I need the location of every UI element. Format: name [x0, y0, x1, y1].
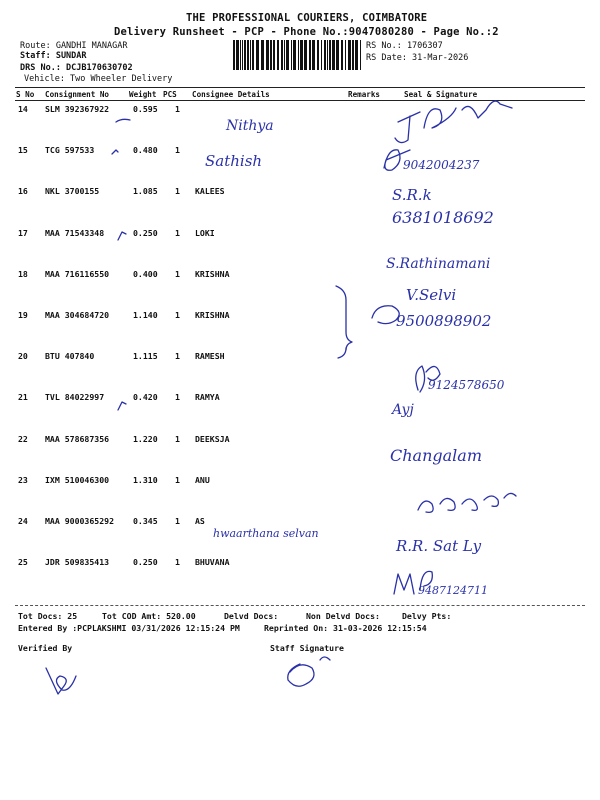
col-remarks: Remarks	[348, 90, 381, 99]
cell-pcs: 1	[175, 228, 180, 238]
cell-sno: 23	[18, 475, 28, 485]
cell-consignee: BHUVANA	[195, 557, 230, 567]
col-consignment: Consignment No	[45, 90, 110, 99]
total-cod-amount: Tot COD Amt: 520.00	[102, 611, 196, 621]
cell-consignment: MAA 578687356	[45, 434, 110, 444]
cell-consignment: BTU 407840	[45, 351, 95, 361]
cell-consignment: NKL 3700155	[45, 186, 100, 196]
cell-sno: 22	[18, 434, 28, 444]
cell-sno: 16	[18, 186, 28, 196]
handwriting-signature-19: V.Selvi	[406, 286, 457, 304]
route-label: Route: GANDHI MANAGAR	[20, 41, 128, 51]
col-consignee: Consignee Details	[192, 90, 270, 99]
cell-weight: 1.115	[133, 351, 158, 361]
handwriting-phone-20: 9124578650	[428, 378, 505, 392]
cell-weight: 0.250	[133, 228, 158, 238]
cell-consignment: IXM 510046300	[45, 475, 110, 485]
verified-by-label: Verified By	[18, 643, 73, 653]
handwriting-signature-18: S.Rathinamani	[386, 256, 491, 272]
handwriting-consignee-14: Nithya	[226, 118, 274, 134]
rs-number: RS No.: 1706307	[366, 41, 443, 51]
handwriting-phone-16: 6381018692	[392, 208, 494, 227]
cell-sno: 15	[18, 145, 28, 155]
col-sno: S No	[16, 90, 35, 99]
cell-sno: 14	[18, 104, 28, 114]
cell-consignment: MAA 9000365292	[45, 516, 115, 526]
cell-weight: 0.250	[133, 557, 158, 567]
vehicle-label: Vehicle: Two Wheeler Delivery	[24, 74, 173, 84]
cell-sno: 20	[18, 351, 28, 361]
cell-consignment: MAA 304684720	[45, 310, 110, 320]
cell-pcs: 1	[175, 269, 180, 279]
rs-date: RS Date: 31-Mar-2026	[366, 53, 469, 63]
runsheet-subtitle: Delivery Runsheet - PCP - Phone No.:9047080280 - Page No.:2	[114, 26, 499, 38]
cell-pcs: 1	[175, 516, 180, 526]
cell-consignee: AS	[195, 516, 205, 526]
delivery-points: Delvy Pts:	[402, 611, 452, 621]
cell-consignee: RAMYA	[195, 392, 220, 402]
col-pcs: PCS	[163, 90, 177, 99]
col-weight: Weight	[129, 90, 157, 99]
handwriting-consignee-24: hwaarthana selvan	[213, 527, 319, 540]
col-seal: Seal & Signature	[404, 90, 478, 99]
cell-pcs: 1	[175, 392, 180, 402]
company-title: THE PROFESSIONAL COURIERS, COIMBATORE	[186, 12, 428, 24]
cell-pcs: 1	[175, 104, 180, 114]
cell-consignment: MAA 716116550	[45, 269, 110, 279]
handwriting-consignee-15: Sathish	[205, 152, 263, 170]
cell-consignment: TVL 84022997	[45, 392, 105, 402]
total-docs: Tot Docs: 25	[18, 611, 78, 621]
drs-number: DRS No.: DCJB170630702	[20, 63, 133, 73]
cell-weight: 0.400	[133, 269, 158, 279]
handwriting-signature-22: Changalam	[390, 446, 482, 465]
cell-weight: 0.345	[133, 516, 158, 526]
cell-pcs: 1	[175, 310, 180, 320]
cell-consignee: LOKI	[195, 228, 215, 238]
cell-consignment: SLM 392367922	[45, 104, 110, 114]
cell-sno: 18	[18, 269, 28, 279]
cell-sno: 21	[18, 392, 28, 402]
cell-sno: 24	[18, 516, 28, 526]
cell-consignee: DEEKSJA	[195, 434, 230, 444]
cell-consignment: TCG 597533	[45, 145, 95, 155]
handwriting-phone-25: 9487124711	[418, 584, 488, 597]
cell-consignment: MAA 71543348	[45, 228, 105, 238]
cell-weight: 0.480	[133, 145, 158, 155]
cell-consignee: RAMESH	[195, 351, 225, 361]
cell-weight: 1.220	[133, 434, 158, 444]
cell-weight: 0.595	[133, 104, 158, 114]
cell-pcs: 1	[175, 557, 180, 567]
cell-pcs: 1	[175, 145, 180, 155]
handwriting-phone-15: 9042004237	[403, 158, 480, 172]
cell-sno: 17	[18, 228, 28, 238]
cell-consignee: KRISHNA	[195, 269, 230, 279]
entered-by: Entered By :PCPLAKSHMI 03/31/2026 12:15:24 PM	[18, 623, 240, 633]
cell-consignment: JDR 509835413	[45, 557, 110, 567]
non-delivered-docs: Non Delvd Docs:	[306, 611, 380, 621]
cell-pcs: 1	[175, 186, 180, 196]
cell-weight: 1.085	[133, 186, 158, 196]
handwriting-signature-24: R.R. Sat Ly	[396, 537, 482, 555]
cell-weight: 0.420	[133, 392, 158, 402]
staff-signature-label: Staff Signature	[270, 643, 344, 653]
handwriting-phone-19: 9500898902	[396, 312, 492, 330]
handwriting-signature-21: Ayj	[392, 402, 414, 418]
handwriting-signature-16: S.R.k	[392, 186, 432, 204]
cell-consignee: KALEES	[195, 186, 225, 196]
cell-sno: 25	[18, 557, 28, 567]
delivered-docs: Delvd Docs:	[224, 611, 279, 621]
cell-pcs: 1	[175, 351, 180, 361]
cell-weight: 1.310	[133, 475, 158, 485]
cell-consignee: ANU	[195, 475, 210, 485]
staff-label: Staff: SUNDAR	[20, 51, 87, 61]
cell-pcs: 1	[175, 434, 180, 444]
cell-pcs: 1	[175, 475, 180, 485]
cell-consignee: KRISHNA	[195, 310, 230, 320]
footer-divider	[15, 605, 585, 606]
reprinted-on: Reprinted On: 31-03-2026 12:15:54	[264, 623, 427, 633]
cell-sno: 19	[18, 310, 28, 320]
cell-weight: 1.140	[133, 310, 158, 320]
